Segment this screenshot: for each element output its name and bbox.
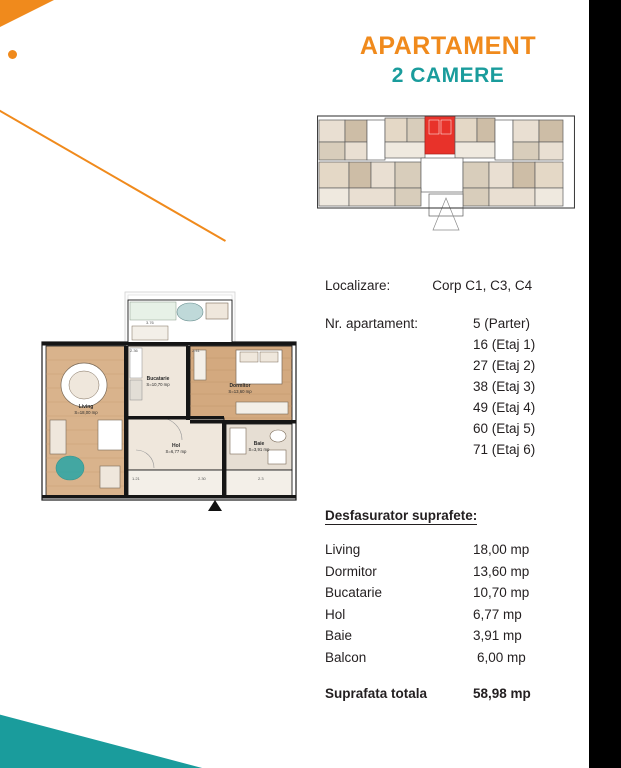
apartment-numbers-block — [325, 316, 577, 457]
keyplan-svg — [317, 112, 575, 234]
list-item: 60 (Etaj 5) — [473, 421, 536, 436]
table-row — [325, 607, 575, 622]
svg-text:2.30: 2.30 — [198, 476, 206, 481]
title-main: APARTAMENT — [359, 32, 537, 60]
svg-text:2.41: 2.41 — [192, 348, 200, 353]
area-value: 6,00 mp — [477, 649, 526, 665]
total-label: Suprafata totala — [325, 686, 428, 701]
svg-text:Dormitor: Dormitor — [229, 383, 251, 389]
entrance-marker-icon — [208, 500, 222, 511]
area-name: Baie — [325, 628, 353, 643]
svg-text:1.21: 1.21 — [132, 476, 140, 481]
table-row — [325, 585, 575, 600]
table-row — [325, 650, 575, 665]
localizare-row — [325, 278, 575, 303]
area-name: Hol — [325, 606, 346, 622]
svg-text:S=10,70 mp: S=10,70 mp — [146, 382, 170, 387]
svg-text:S=18,00 mp: S=18,00 mp — [74, 410, 98, 415]
areas-section-title: Desfasurator suprafete: — [325, 508, 478, 523]
list-item: 38 (Etaj 3) — [473, 379, 536, 394]
decorative-corner-teal — [0, 668, 240, 768]
area-name: Balcon — [325, 649, 367, 665]
area-value: 13,60 mp — [473, 563, 530, 579]
svg-text:3.76: 3.76 — [146, 320, 154, 325]
list-item: 5 (Parter) — [473, 316, 531, 331]
floorplan-svg — [40, 290, 298, 505]
decorative-diagonal-band — [0, 0, 360, 242]
areas-table — [325, 542, 575, 671]
list-item: 49 (Etaj 4) — [473, 400, 536, 415]
svg-text:2.3: 2.3 — [258, 476, 264, 481]
svg-text:2.36: 2.36 — [130, 348, 138, 353]
localizare-value: Corp C1, C3, C4 — [432, 278, 533, 293]
decorative-dot — [8, 50, 17, 59]
table-row — [325, 564, 575, 579]
svg-text:S=3,91 mp: S=3,91 mp — [248, 447, 270, 452]
decorative-corner-orange — [0, 0, 58, 28]
apartament-label: Nr. apartament: — [325, 316, 419, 331]
svg-text:S=6,77 mp: S=6,77 mp — [165, 449, 187, 454]
apartment-floorplan — [40, 290, 298, 505]
area-value: 18,00 mp — [473, 542, 530, 557]
list-item: 16 (Etaj 1) — [473, 337, 536, 352]
page-title — [318, 33, 578, 88]
total-value: 58,98 mp — [473, 686, 531, 701]
area-value: 3,91 mp — [473, 628, 522, 643]
svg-text:Baie: Baie — [253, 441, 265, 447]
building-keyplan — [317, 112, 575, 234]
apartament-values — [473, 316, 535, 463]
svg-text:S=13,60 mp: S=13,60 mp — [228, 389, 252, 394]
table-row — [325, 542, 575, 557]
title-sub: 2 CAMERE — [391, 63, 505, 87]
total-area-row — [325, 686, 580, 701]
svg-text:Living: Living — [78, 404, 94, 410]
list-item: 27 (Etaj 2) — [473, 358, 536, 373]
page-edge — [589, 0, 605, 768]
area-name: Living — [325, 542, 361, 557]
svg-text:Bucatarie: Bucatarie — [146, 376, 170, 382]
svg-text:Hol: Hol — [171, 443, 181, 449]
area-name: Bucatarie — [325, 585, 383, 600]
area-name: Dormitor — [325, 563, 377, 579]
list-item: 71 (Etaj 6) — [473, 442, 536, 457]
area-value: 10,70 mp — [473, 585, 530, 600]
table-row — [325, 628, 575, 643]
localizare-label: Localizare: — [325, 278, 391, 293]
area-value: 6,77 mp — [473, 606, 522, 622]
